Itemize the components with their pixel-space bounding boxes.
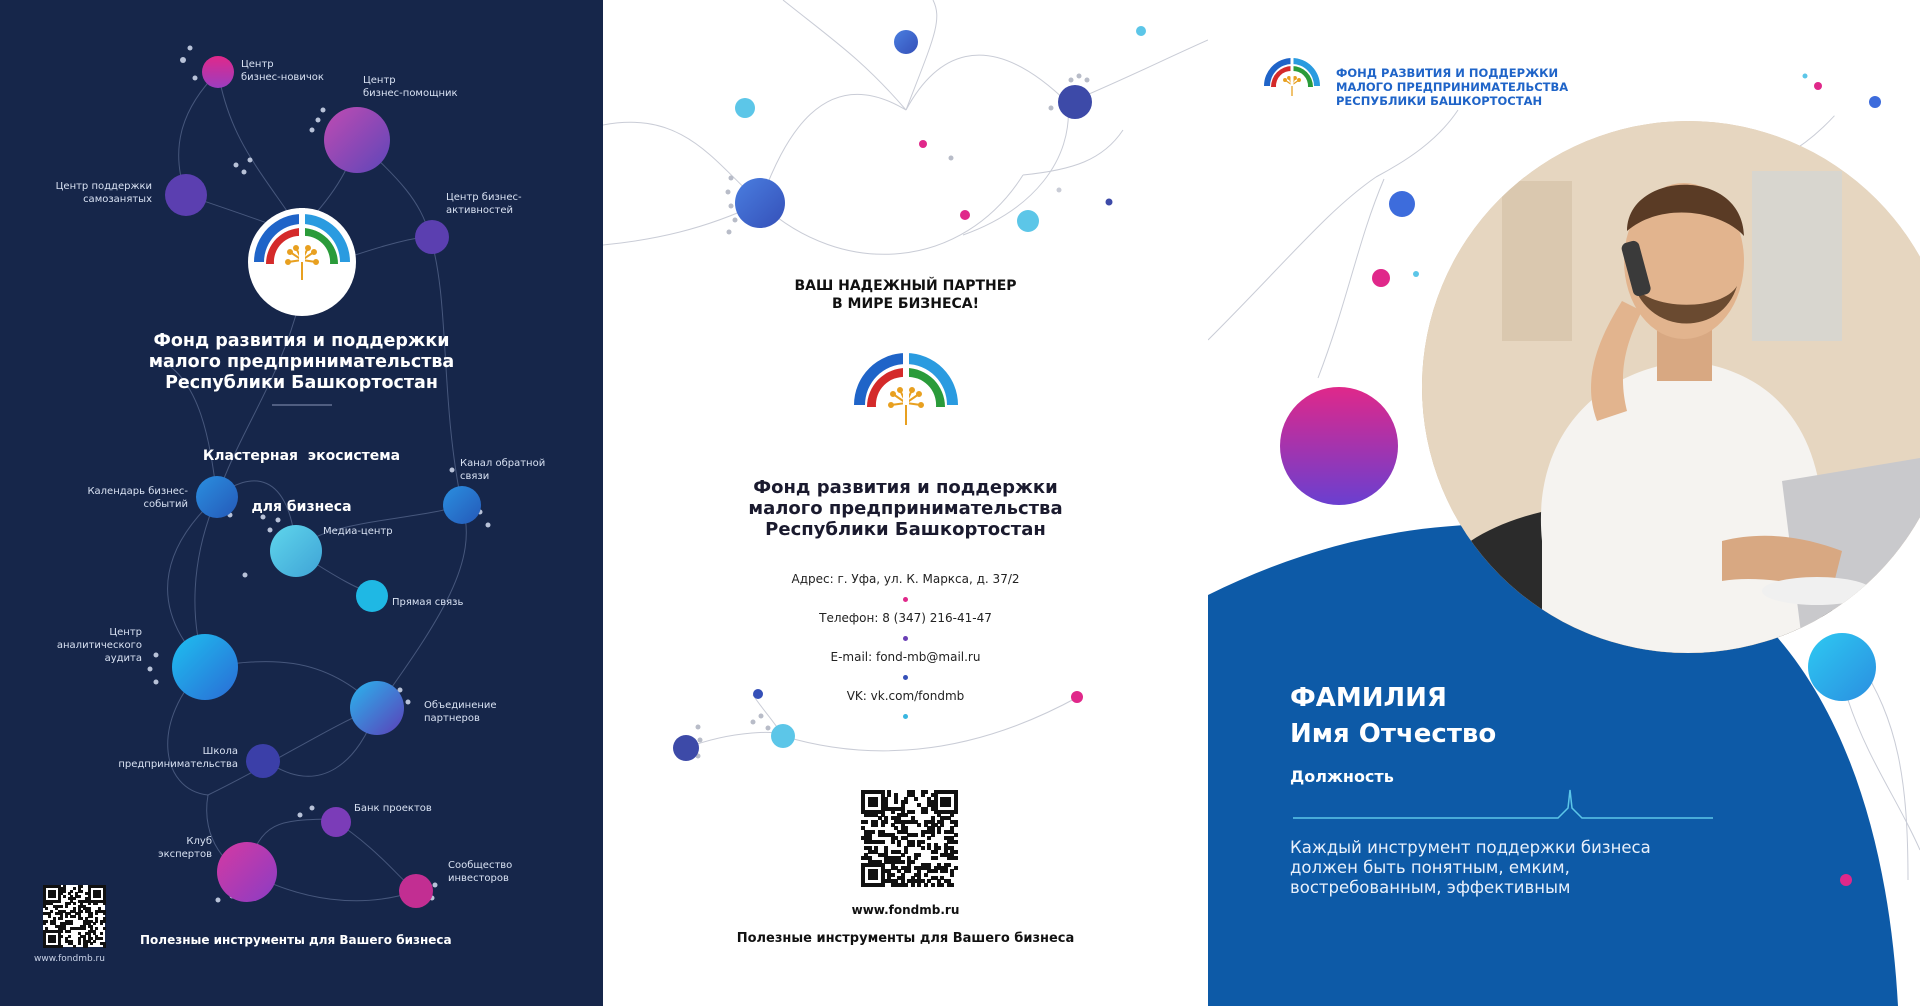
qr-module	[911, 810, 915, 814]
middle-site[interactable]: www.fondmb.ru	[851, 903, 960, 917]
contact-phone: Телефон: 8 (347) 216-41-47	[819, 611, 992, 625]
label-helper: Центр бизнес-помощник	[363, 75, 458, 99]
qr-module	[934, 850, 938, 854]
quote	[1290, 838, 1651, 898]
qr-module	[53, 940, 56, 943]
qr-module	[927, 836, 931, 840]
middle-fund-title-line1: Фонд развития и поддержки	[753, 477, 1058, 498]
qr-module	[53, 895, 56, 898]
middle-qr-code	[861, 790, 957, 886]
qr-module	[103, 902, 106, 905]
qr-module	[65, 905, 68, 908]
left-qr-code	[43, 885, 105, 947]
qr-module	[924, 810, 928, 814]
fund-logo	[248, 208, 356, 316]
qr-module	[90, 915, 93, 918]
qr-module	[921, 833, 925, 837]
qr-module	[934, 869, 938, 873]
right-fund-title-line3: РЕСПУБЛИКИ БАШКОРТОСТАН	[1336, 94, 1543, 108]
qr-module	[100, 937, 103, 940]
contact-address: Адрес: г. Уфа, ул. К. Маркса, д. 37/2	[791, 572, 1020, 586]
node-activity	[415, 220, 449, 254]
left-fund-title-line2: малого предпринимательства	[148, 352, 455, 372]
qr-module	[83, 927, 86, 930]
separator-dot	[903, 714, 908, 719]
qr-module	[95, 912, 98, 915]
label-investors: Сообщество инвесторов	[448, 860, 513, 884]
left-subtitle-line2: для бизнеса	[251, 499, 352, 515]
qr-module	[937, 830, 941, 834]
qr-module	[914, 797, 918, 801]
qr-module	[100, 932, 103, 935]
qr-module	[881, 840, 885, 844]
qr-module	[904, 813, 908, 817]
cyan-orb	[1808, 633, 1876, 701]
qr-module	[917, 883, 921, 887]
qr-module	[950, 883, 954, 887]
middle-fund-title-line2: малого предпринимательства	[748, 498, 1063, 519]
label-calendar: Календарь бизнес- событий	[87, 486, 188, 510]
qr-module	[73, 915, 76, 918]
node-novice	[202, 56, 234, 88]
qr-module	[65, 915, 68, 918]
middle-fund-title-line3: Республики Башкортостан	[765, 519, 1046, 540]
label-direct: Прямая связь	[392, 597, 464, 608]
qr-module	[917, 823, 921, 827]
qr-module	[921, 846, 925, 850]
qr-module	[103, 945, 106, 948]
qr-module	[90, 942, 93, 945]
qr-module	[891, 840, 895, 844]
left-fund-title-line3: Республики Башкортостан	[165, 373, 438, 393]
node-helper	[324, 107, 390, 173]
right-fund-title-line1: ФОНД РАЗВИТИЯ И ПОДДЕРЖКИ	[1336, 66, 1559, 80]
qr-module	[874, 803, 878, 807]
qr-module	[100, 922, 103, 925]
label-novice: Центр бизнес-новичок	[241, 59, 324, 83]
magenta-orb	[1280, 387, 1398, 505]
qr-module	[921, 793, 925, 797]
qr-module	[60, 917, 63, 920]
qr-module	[911, 843, 915, 847]
qr-module	[944, 869, 948, 873]
label-partners: Объединение партнеров	[424, 700, 497, 724]
qr-module	[103, 927, 106, 930]
middle-headline-line2: В МИРЕ БИЗНЕСА!	[832, 296, 979, 312]
qr-module	[78, 895, 81, 898]
left-subtitle-line1: Кластерная экосистема	[202, 448, 401, 464]
qr-module	[881, 883, 885, 887]
qr-module	[68, 930, 71, 933]
middle-footer: Полезные инструменты для Вашего бизнеса	[736, 931, 1075, 946]
qr-module	[60, 945, 63, 948]
label-school: Школа предпринимательства	[118, 746, 238, 770]
node-selfemployed	[165, 174, 207, 216]
qr-module	[70, 922, 73, 925]
qr-module	[924, 873, 928, 877]
node-analytics	[172, 634, 238, 700]
qr-module	[103, 912, 106, 915]
qr-module	[60, 905, 63, 908]
qr-module	[48, 915, 51, 918]
quote-line2: должен быть понятным, емким,	[1290, 858, 1570, 877]
qr-module	[80, 890, 83, 893]
quote-line1: Каждый инструмент поддержки бизнеса	[1290, 838, 1651, 857]
left-fund-title	[0, 331, 603, 394]
qr-module	[954, 840, 958, 844]
qr-module	[894, 800, 898, 804]
right-fund-logo	[1261, 55, 1323, 117]
left-fund-title-line1: Фонд развития и поддержки	[153, 331, 450, 351]
node-experts	[217, 842, 277, 902]
node-investors	[399, 874, 433, 908]
contact-email[interactable]: E-mail: fond-mb@mail.ru	[830, 650, 981, 664]
qr-module	[95, 902, 98, 905]
qr-module	[874, 823, 878, 827]
qr-module	[43, 922, 46, 925]
label-media: Медиа-центр	[323, 526, 393, 537]
node-partners	[350, 681, 404, 735]
left-footer: Полезные инструменты для Вашего бизнеса	[140, 933, 452, 947]
node-school	[246, 744, 280, 778]
separator-dot	[903, 636, 908, 641]
qr-module	[73, 902, 76, 905]
qr-module	[950, 873, 954, 877]
right-panel	[1208, 0, 1920, 1006]
qr-module	[924, 883, 928, 887]
qr-module	[911, 883, 915, 887]
qr-module	[940, 883, 944, 887]
qr-module	[78, 942, 81, 945]
middle-panel	[603, 0, 1208, 1006]
qr-module	[931, 883, 935, 887]
middle-fund-logo	[849, 348, 963, 462]
contact-vk[interactable]: VK: vk.com/fondmb	[846, 689, 965, 703]
qr-module	[85, 945, 88, 948]
qr-module	[907, 869, 911, 873]
node-bank	[321, 807, 351, 837]
qr-module	[874, 876, 878, 880]
qr-module	[897, 843, 901, 847]
middle-headline-line1: ВАШ НАДЕЖНЫЙ ПАРТНЕР	[794, 278, 1017, 294]
person-name: Имя Отчество	[1290, 719, 1497, 749]
qr-module	[58, 900, 61, 903]
label-bank: Банк проектов	[354, 803, 432, 814]
qr-module	[891, 810, 895, 814]
qr-module	[914, 833, 918, 837]
left-panel	[0, 0, 603, 1006]
label-activity: Центр бизнес- активностей	[446, 192, 522, 216]
person-surname: ФАМИЛИЯ	[1290, 683, 1447, 713]
qr-module	[45, 907, 48, 910]
qr-module	[73, 945, 76, 948]
qr-module	[934, 856, 938, 860]
label-selfemployed: Центр поддержки самозанятых	[55, 181, 152, 205]
qr-module	[904, 883, 908, 887]
person-position: Должность	[1290, 767, 1394, 786]
qr-module	[881, 823, 885, 827]
label-experts: Клуб экспертов	[158, 836, 212, 860]
qr-module	[98, 895, 101, 898]
qr-module	[63, 895, 66, 898]
accent-line	[1293, 790, 1713, 818]
middle-fund-title	[603, 477, 1208, 540]
left-subtitle	[0, 414, 603, 550]
qr-module	[901, 860, 905, 864]
left-site: www.fondmb.ru	[34, 954, 105, 964]
right-fund-title	[1336, 66, 1568, 108]
separator-dot	[903, 597, 908, 602]
quote-line3: востребованным, эффективным	[1290, 878, 1571, 897]
qr-module	[864, 820, 868, 824]
qr-module	[947, 803, 951, 807]
middle-headline	[603, 277, 1208, 313]
label-analytics: Центр аналитического аудита	[56, 627, 142, 664]
qr-module	[954, 856, 958, 860]
node-direct	[356, 580, 388, 612]
qr-module	[88, 902, 91, 905]
separator-dot	[903, 675, 908, 680]
label-feedback: Канал обратной связи	[460, 458, 546, 482]
right-fund-title-line2: МАЛОГО ПРЕДПРИНИМАТЕЛЬСТВА	[1336, 80, 1569, 94]
